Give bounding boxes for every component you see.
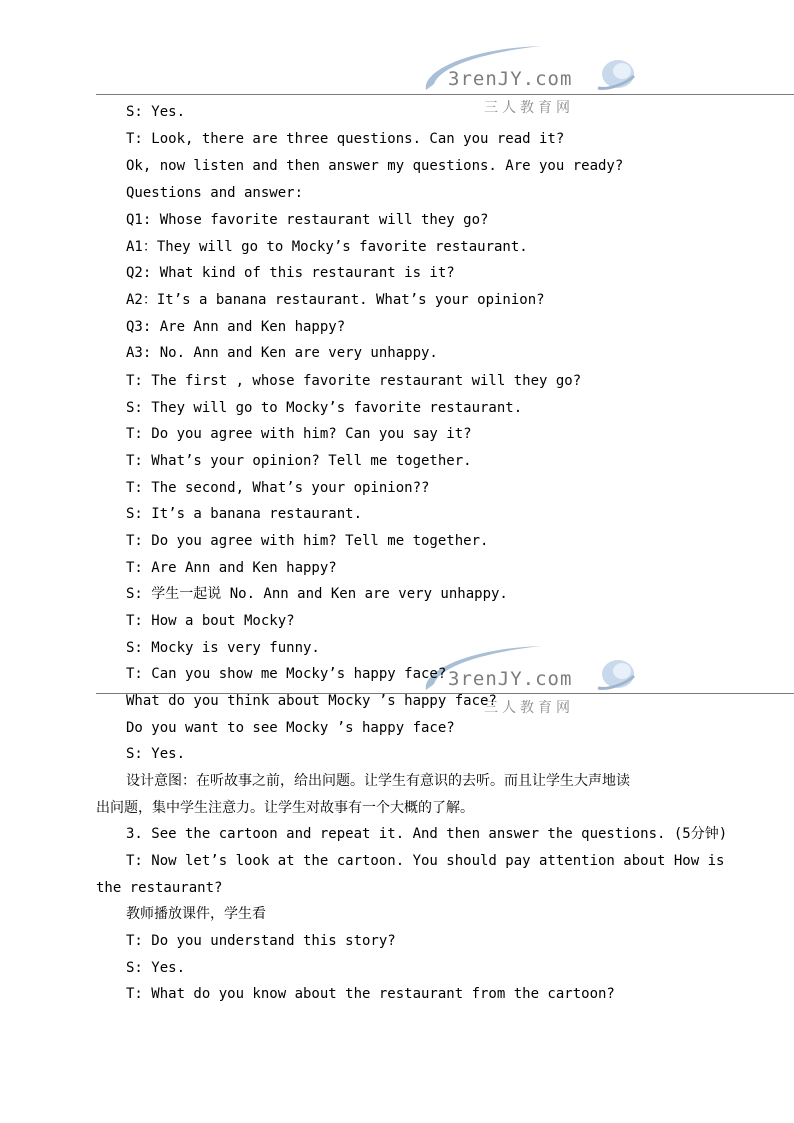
text-line: Do you want to see Mocky ’s happy face? xyxy=(126,720,455,736)
watermark-header xyxy=(412,40,652,116)
text-line: Questions and answer: xyxy=(126,185,304,201)
text-line: T: Do you agree with him? Can you say it? xyxy=(126,426,472,442)
text-line: S: Yes. xyxy=(126,104,186,120)
text-line: A2：It’s a banana restaurant. What’s your opinion? xyxy=(126,292,545,308)
text-line: T: The second, What’s your opinion?? xyxy=(126,480,430,496)
text-line: S: It’s a banana restaurant. xyxy=(126,506,363,522)
text-line: Q1: Whose favorite restaurant will they go? xyxy=(126,212,489,228)
text-line: T: How a bout Mocky? xyxy=(126,613,295,629)
watermark-subtitle: 三人教育网 xyxy=(484,700,574,716)
watermark-subtitle: 三人教育网 xyxy=(484,100,574,116)
text-line: T: Can you show me Mocky’s happy face? xyxy=(126,666,447,682)
text-line: A3: No. Ann and Ken are very unhappy. xyxy=(126,345,438,361)
text-line: Ok, now listen and then answer my questions. Are you ready? xyxy=(126,158,624,174)
text-line: What do you think about Mocky ’s happy face? xyxy=(126,693,497,709)
text-line: S: They will go to Mocky’s favorite restaurant. xyxy=(126,400,523,416)
text-line: T: Do you agree with him? Tell me together. xyxy=(126,533,489,549)
header-rule xyxy=(96,94,794,95)
text-line: T: The first , whose favorite restaurant will they go? xyxy=(126,373,582,389)
text-line: A1：They will go to Mocky’s favorite restaurant. xyxy=(126,239,528,255)
text-line: T: What do you know about the restaurant from the cartoon? xyxy=(126,986,615,1002)
watermark-logo-text: 3renJY.com xyxy=(448,668,573,690)
text-line: S: Yes. xyxy=(126,746,186,762)
text-line: 3. See the cartoon and repeat it. And then answer the questions. (5分钟) xyxy=(126,826,728,842)
text-line: S: Yes. xyxy=(126,960,186,976)
text-line: S: 学生一起说 No. Ann and Ken are very unhappy. xyxy=(126,586,508,602)
text-line: T: Do you understand this story? xyxy=(126,933,396,949)
text-line: T: Are Ann and Ken happy? xyxy=(126,560,337,576)
text-line: 设计意图：在听故事之前，给出问题。让学生有意识的去听。而且让学生大声地读 xyxy=(126,773,630,789)
text-line: 出问题，集中学生注意力。让学生对故事有一个大概的了解。 xyxy=(96,800,474,816)
watermark-logo-text: 3renJY.com xyxy=(448,68,573,90)
text-line: 教师播放课件，学生看 xyxy=(126,906,266,922)
text-line: T: What’s your opinion? Tell me together. xyxy=(126,453,472,469)
text-line: T: Now let’s look at the cartoon. You should pay attention about How is xyxy=(126,853,725,869)
text-line: Q2: What kind of this restaurant is it? xyxy=(126,265,455,281)
text-line: S: Mocky is very funny. xyxy=(126,640,320,656)
text-line: Q3: Are Ann and Ken happy? xyxy=(126,319,346,335)
text-line: T: Look, there are three questions. Can you read it? xyxy=(126,131,565,147)
text-line: the restaurant? xyxy=(96,880,223,896)
